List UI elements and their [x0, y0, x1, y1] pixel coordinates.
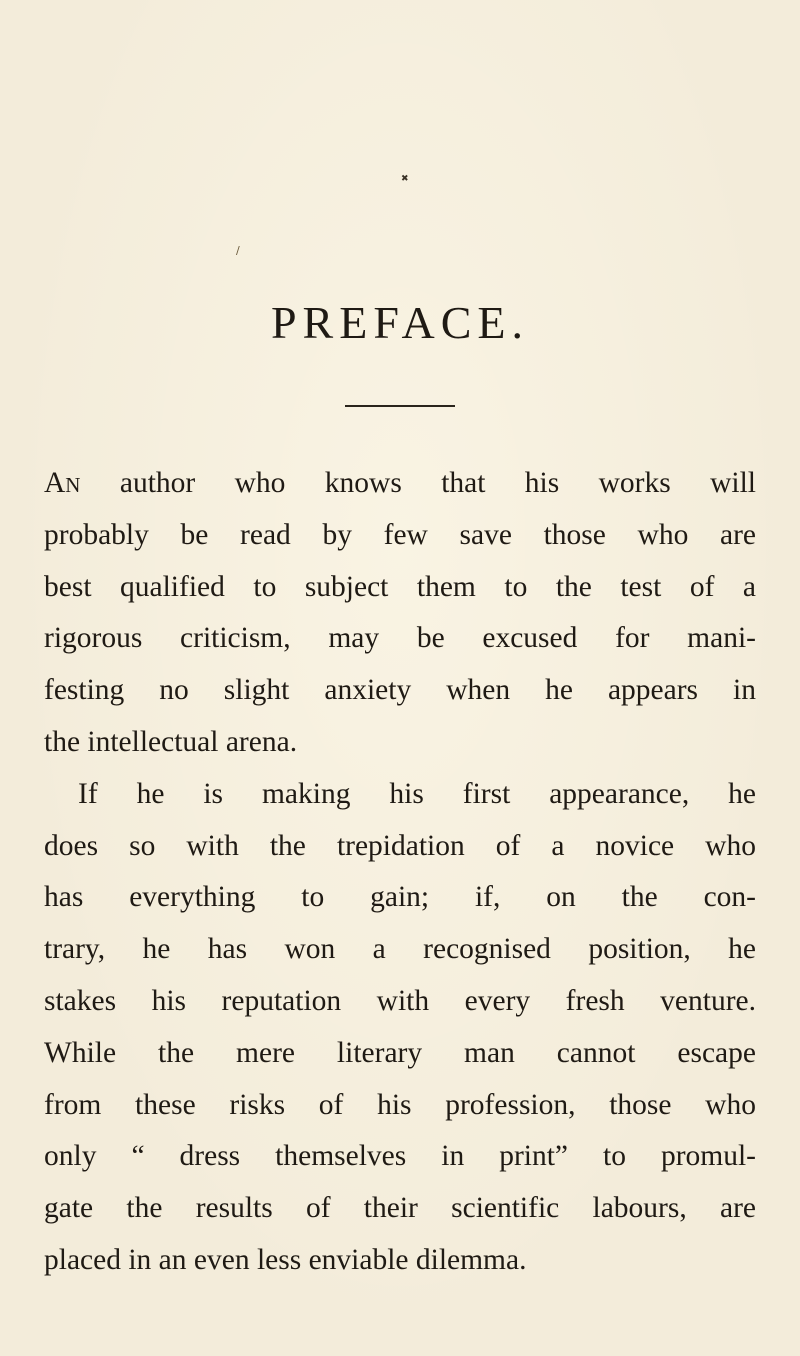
text-line: has everything to gain; if, on the con- — [44, 881, 756, 914]
text-line: If he is making his first appearance, he — [78, 777, 756, 810]
paragraph-2 — [44, 769, 756, 1287]
text-line: While the mere literary man cannot escape — [44, 1036, 756, 1069]
text-line: from these risks of his profession, those who — [44, 1088, 756, 1121]
preface-body — [44, 458, 756, 1287]
ink-speck-icon: ✖ — [401, 174, 409, 184]
text-line — [44, 458, 756, 510]
paragraph-1 — [44, 458, 756, 769]
ink-speck-icon: ∕ — [236, 244, 240, 257]
lead-word: An — [44, 467, 81, 499]
text-line: probably be read by few save those who are — [44, 518, 756, 551]
text-line: trary, he has won a recognised position, he — [44, 933, 756, 966]
text-line: best qualified to subject them to the test of a — [44, 570, 756, 603]
text-line: gate the results of their scientific labours, are — [44, 1192, 756, 1225]
text-line: stakes his reputation with every fresh venture. — [44, 984, 756, 1017]
text-line-content: author who knows that his works will — [80, 467, 756, 499]
text-line: does so with the trepidation of a novice who — [44, 829, 756, 862]
text-line: rigorous criticism, may be excused for mani- — [44, 622, 756, 655]
text-line: festing no slight anxiety when he appears in — [44, 674, 756, 707]
text-line: the intellectual arena. — [44, 725, 298, 758]
text-line: placed in an even less enviable dilemma. — [44, 1243, 527, 1276]
page-title: PREFACE. — [270, 297, 530, 348]
text-line: only “ dress themselves in print” to promul- — [44, 1140, 756, 1173]
title-divider — [345, 405, 455, 407]
